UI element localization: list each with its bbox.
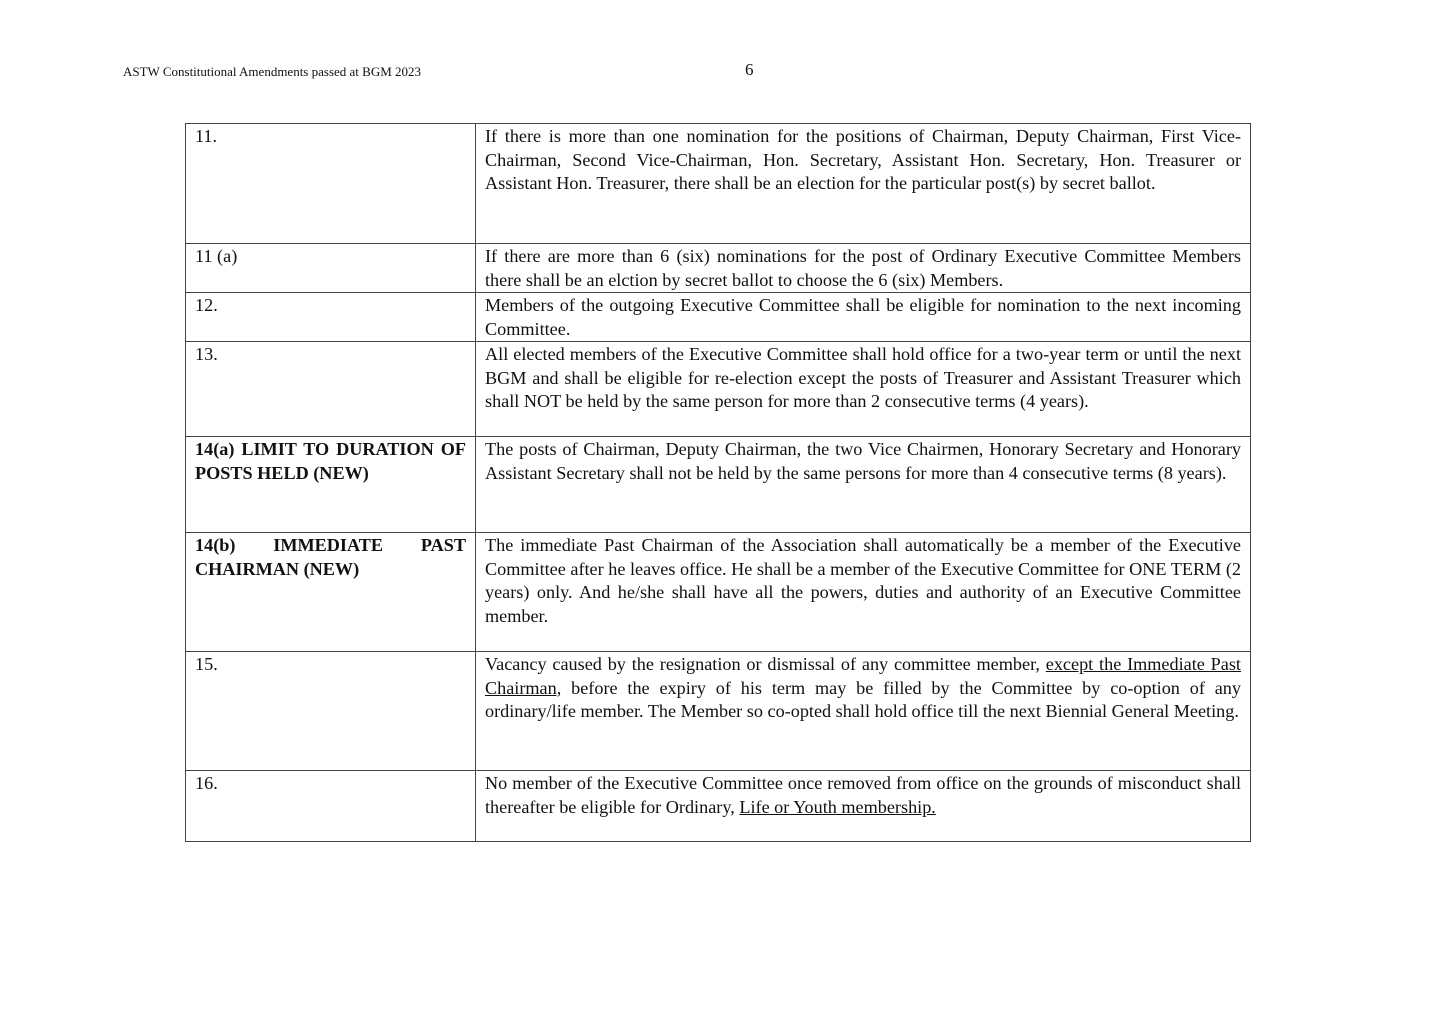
clause-number: 15.: [186, 652, 476, 771]
clause-text: Members of the outgoing Executive Committee shall be eligible for nomination to the next incoming Committee.: [476, 293, 1251, 342]
clause-number: 12.: [186, 293, 476, 342]
clause-number: 11.: [186, 124, 476, 244]
clause-text-part: Vacancy caused by the resignation or dismissal of any committee member,: [485, 654, 1046, 674]
clause-text: If there are more than 6 (six) nominations for the post of Ordinary Executive Committee Members there shall be an elction by secret ballot to choose the 6 (six) Members.: [476, 244, 1251, 293]
underlined-amendment: except the Immediate Past Chairman,: [485, 654, 1241, 698]
clause-text-part: No member of the Executive Committee once removed from office on the grounds of misconduct shall thereafter be eligible for Ordinary,: [485, 773, 1241, 817]
underlined-amendment: Life or Youth membership.: [739, 796, 936, 817]
clause-text: The immediate Past Chairman of the Association shall automatically be a member of the Executive Committee after he leaves office. He shall be a member of the Executive Committee for ONE TERM (2 years) only. And he/she shall have all the powers, duties and authority of an Executive Committee member.: [476, 533, 1251, 652]
table-row: [186, 771, 1251, 842]
clause-number: 13.: [186, 342, 476, 437]
table-row: [186, 533, 1251, 652]
clause-text-part: before the expiry of his term may be filled by the Committee by co-option of any ordinary/life member. The Member so co-opted shall hold office till the next Biennial General Meeting.: [485, 677, 1241, 721]
clause-text: If there is more than one nomination for the positions of Chairman, Deputy Chairman, First Vice-Chairman, Second Vice-Chairman, Hon. Secretary, Assistant Hon. Secretary, Hon. Treasurer or Assistant Hon. Treasurer, there shall be an election for the particular post(s) by secret ballot.: [476, 124, 1251, 244]
clause-number: 16.: [186, 771, 476, 842]
table-row: [186, 652, 1251, 771]
clause-heading: 14(b) IMMEDIATE PAST CHAIRMAN (NEW): [186, 533, 476, 652]
running-header: ASTW Constitutional Amendments passed at BGM 2023: [123, 64, 422, 79]
clause-text: The posts of Chairman, Deputy Chairman, the two Vice Chairmen, Honorary Secretary and Honorary Assistant Secretary shall not be held by the same persons for more than 4 consecutive terms (8 years).: [476, 437, 1251, 533]
table-row: [186, 244, 1251, 293]
clause-number: 11 (a): [186, 244, 476, 293]
page-number: 6: [745, 60, 754, 79]
table-row: [186, 124, 1251, 244]
clause-text: [476, 771, 1251, 842]
clause-text: All elected members of the Executive Committee shall hold office for a two-year term or until the next BGM and shall be eligible for re-election except the posts of Treasurer and Assistant Treasurer which shall NOT be held by the same person for more than 2 consecutive terms (4 years).: [476, 342, 1251, 437]
clause-text: [476, 652, 1251, 771]
table-row: [186, 293, 1251, 342]
clause-heading: 14(a) LIMIT TO DURATION OF POSTS HELD (NEW): [186, 437, 476, 533]
table-row: [186, 437, 1251, 533]
amendments-table: [185, 123, 1251, 842]
table-row: [186, 342, 1251, 437]
